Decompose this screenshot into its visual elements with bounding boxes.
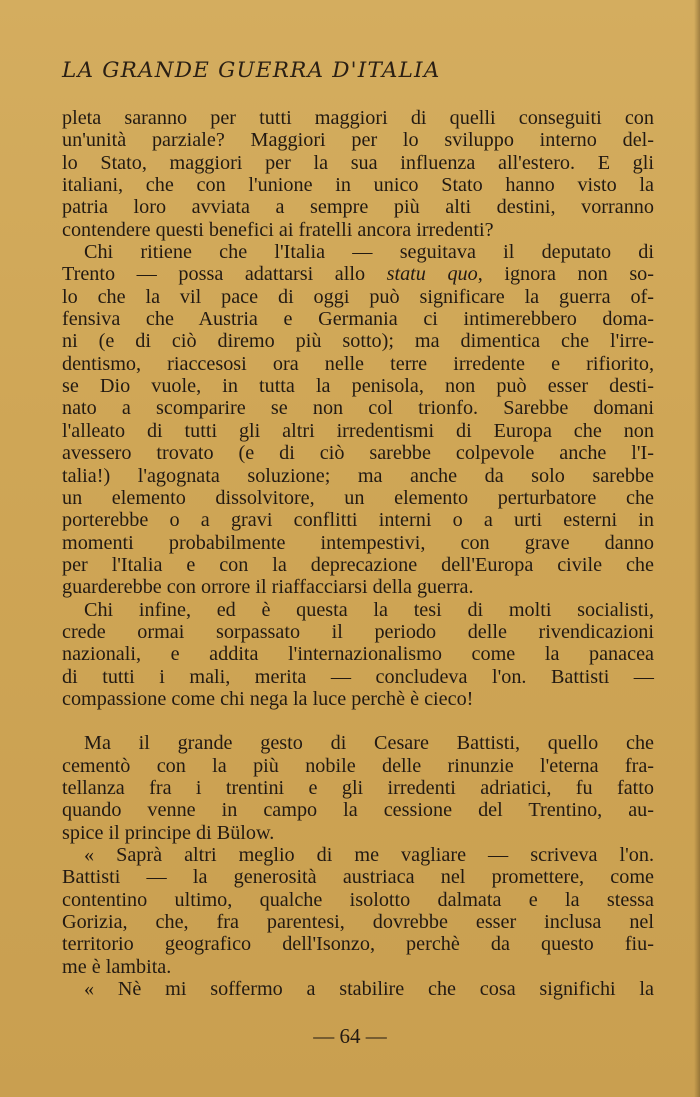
text-line: contentino ultimo, qualche isolotto dalmata e la stessa	[62, 888, 654, 911]
text-line: avessero trovato (e di ciò sarebbe colpevole anche l'I-	[62, 442, 654, 465]
text-line: dentismo, riaccesosi ora nelle terre irredente e rifiorito,	[62, 352, 654, 375]
text-line: Trento — possa adattarsi allo statu quo, ignora non so-	[62, 263, 654, 286]
text-line: fensiva che Austria e Germania ci intimerebbero doma-	[62, 308, 654, 331]
text-line: di tutti i mali, merita — concludeva l'on. Battisti —	[62, 665, 654, 688]
text-line: tellanza fra i trentini e gli irredenti adriatici, fu fatto	[62, 776, 654, 799]
text-line: me è lambita.	[62, 955, 172, 978]
text-line: Gorizia, che, fra parentesi, dovrebbe esser inclusa nel	[62, 911, 654, 934]
running-header: LA GRANDE GUERRA D'ITALIA	[62, 58, 441, 83]
text-line: momenti probabilmente intempestivi, con grave danno	[62, 531, 654, 554]
text-line: ni (e di ciò diremo più sotto); ma dimentica che l'irre-	[62, 330, 654, 353]
text-line: Battisti — la generosità austriaca nel promettere, come	[62, 866, 654, 889]
text-line: talia!) l'agognata soluzione; ma anche da solo sarebbe	[62, 464, 654, 487]
text-line: se Dio vuole, in tutta la penisola, non può esser desti-	[62, 375, 654, 398]
text-line: patria loro avviata a sempre più alti destini, vorranno	[62, 196, 654, 219]
text-line: Chi infine, ed è questa la tesi di molti socialisti,	[84, 598, 654, 621]
body-text	[62, 107, 654, 1000]
text-line: territorio geografico dell'Isonzo, perchè da questo fiu-	[62, 933, 654, 956]
text-line: nazionali, e addita l'internazionalismo come la panacea	[62, 643, 654, 666]
text-line: porterebbe o a gravi conflitti interni o a urti esterni in	[62, 509, 654, 532]
text-line: « Nè mi soffermo a stabilire che cosa significhi la	[84, 978, 654, 1001]
text-line: pleta saranno per tutti maggiori di quelli conseguiti con	[62, 107, 654, 129]
text-line: compassione come chi nega la luce perchè è cieco!	[62, 687, 474, 710]
text-line: lo che la vil pace di oggi può significare la guerra of-	[62, 285, 654, 308]
text-line: cementò con la più nobile delle rinunzie l'eterna fra-	[62, 754, 654, 777]
text-line: Chi ritiene che l'Italia — seguitava il deputato di	[84, 241, 654, 264]
text-line: italiani, che con l'unione in unico Stato hanno visto la	[62, 174, 654, 197]
text-line: un'unità parziale? Maggiori per lo sviluppo interno del-	[62, 129, 654, 152]
text-line: quando venne in campo la cessione del Trentino, au-	[62, 799, 654, 822]
page-edge-shadow	[694, 0, 700, 1097]
text-line: crede ormai sorpassato il periodo delle rivendicazioni	[62, 620, 654, 643]
text-line: « Saprà altri meglio di me vagliare — scriveva l'on.	[84, 844, 654, 866]
text-line: nato a scomparire se non col trionfo. Sarebbe domani	[62, 397, 654, 420]
text-line: spice il principe di Bülow.	[62, 821, 275, 844]
text-line: per l'Italia e con la deprecazione dell'Europa civile che	[62, 553, 654, 576]
text-line: un elemento dissolvitore, un elemento perturbatore che	[62, 486, 654, 509]
page-number: — 64 —	[313, 1024, 387, 1048]
text-line: lo Stato, maggiori per la sua influenza all'estero. E gli	[62, 151, 654, 174]
text-line: Ma il grande gesto di Cesare Battisti, quello che	[84, 732, 654, 755]
paragraph-gap	[62, 710, 654, 732]
text-line: guarderebbe con orrore il riaffacciarsi della guerra.	[62, 576, 474, 599]
text-line: contendere questi benefici ai fratelli ancora irredenti?	[62, 218, 494, 241]
text-line: l'alleato di tutti gli altri irredentismi di Europa che non	[62, 419, 654, 442]
